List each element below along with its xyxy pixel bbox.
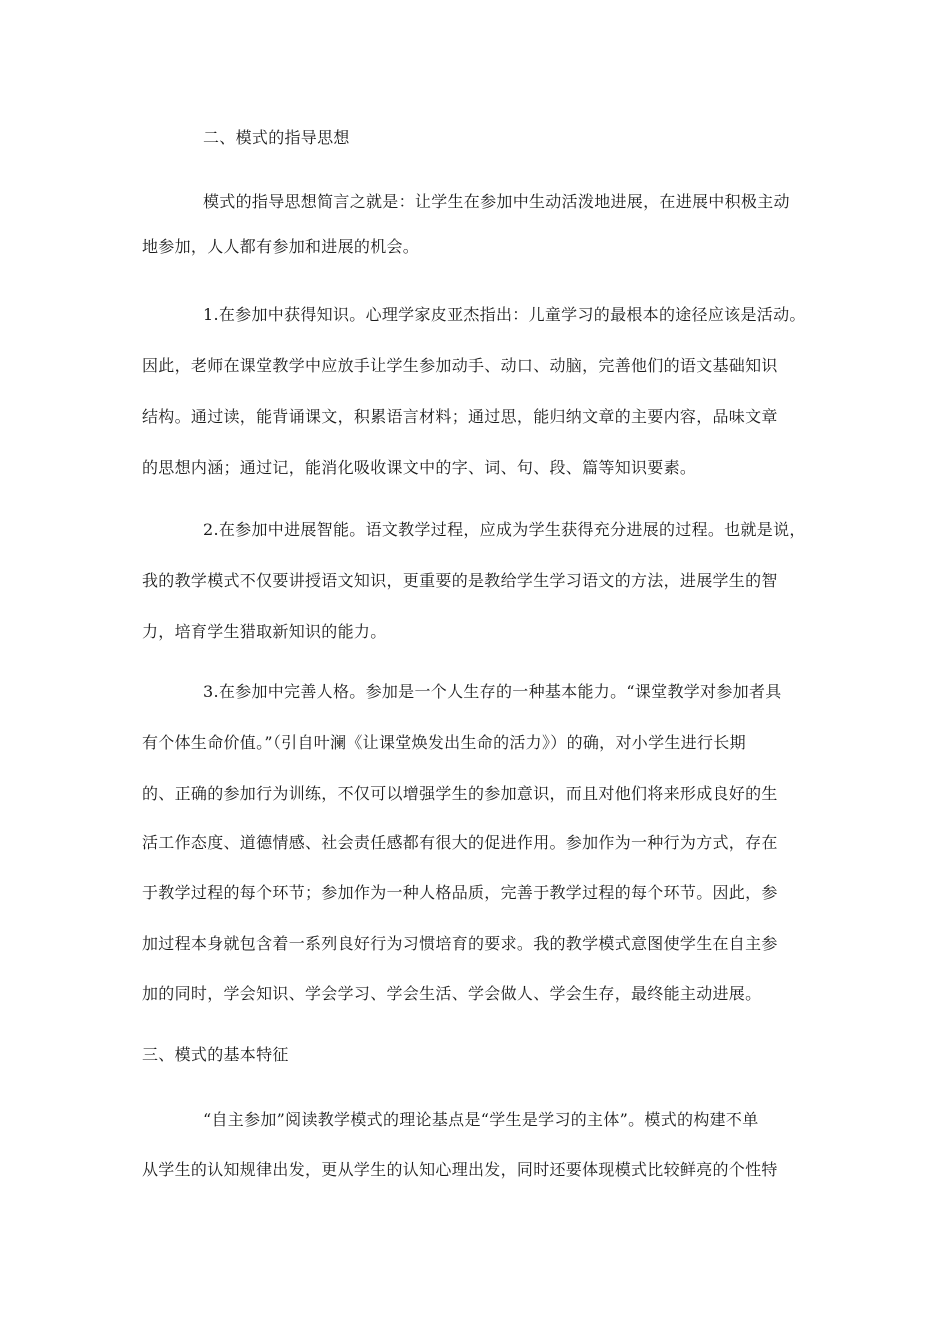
paragraph-line: 加过程本身就包含着一系列良好行为习惯培育的要求。我的教学模式意图使学生在自主参 [142,934,778,953]
paragraph-line: 2.在参加中进展智能。语文教学过程，应成为学生获得充分进展的过程。也就是说， [203,520,806,539]
paragraph-line: 活工作态度、道德情感、社会责任感都有很大的促进作用。参加作为一种行为方式，存在 [142,833,778,852]
section-heading-2: 二、模式的指导思想 [203,128,350,147]
paragraph-line: 模式的指导思想简言之就是：让学生在参加中生动活泼地进展，在进展中积极主动 [203,192,790,211]
paragraph-line: 1.在参加中获得知识。心理学家皮亚杰指出：儿童学习的最根本的途径应该是活动。 [203,305,806,324]
paragraph-line: 的思想内涵；通过记，能消化吸收课文中的字、词、句、段、篇等知识要素。 [142,458,697,477]
paragraph-line: 力，培育学生猎取新知识的能力。 [142,622,387,641]
paragraph-line: 于教学过程的每个环节；参加作为一种人格品质，完善于教学过程的每个环节。因此，参 [142,883,778,902]
paragraph-line: 3.在参加中完善人格。参加是一个人生存的一种基本能力。“课堂教学对参加者具 [203,682,782,701]
paragraph-line: 我的教学模式不仅要讲授语文知识，更重要的是教给学生学习语文的方法，进展学生的智 [142,571,778,590]
section-heading-3: 三、模式的基本特征 [142,1045,289,1064]
paragraph-line: “自主参加”阅读教学模式的理论基点是“学生是学习的主体”。模式的构建不单 [203,1110,759,1129]
paragraph-line: 地参加，人人都有参加和进展的机会。 [142,237,420,256]
paragraph-line: 有个体生命价值。”（引自叶澜《让课堂焕发出生命的活力》）的确，对小学生进行长期 [142,733,746,752]
paragraph-line: 结构。通过读，能背诵课文，积累语言材料；通过思，能归纳文章的主要内容，品味文章 [142,407,778,426]
paragraph-line: 加的同时，学会知识、学会学习、学会生活、学会做人、学会生存，最终能主动进展。 [142,984,762,1003]
paragraph-line: 从学生的认知规律出发，更从学生的认知心理出发，同时还要体现模式比较鲜亮的个性特 [142,1160,778,1179]
paragraph-line: 因此，老师在课堂教学中应放手让学生参加动手、动口、动脑，完善他们的语文基础知识 [142,356,778,375]
paragraph-line: 的、正确的参加行为训练，不仅可以增强学生的参加意识，而且对他们将来形成良好的生 [142,784,778,803]
